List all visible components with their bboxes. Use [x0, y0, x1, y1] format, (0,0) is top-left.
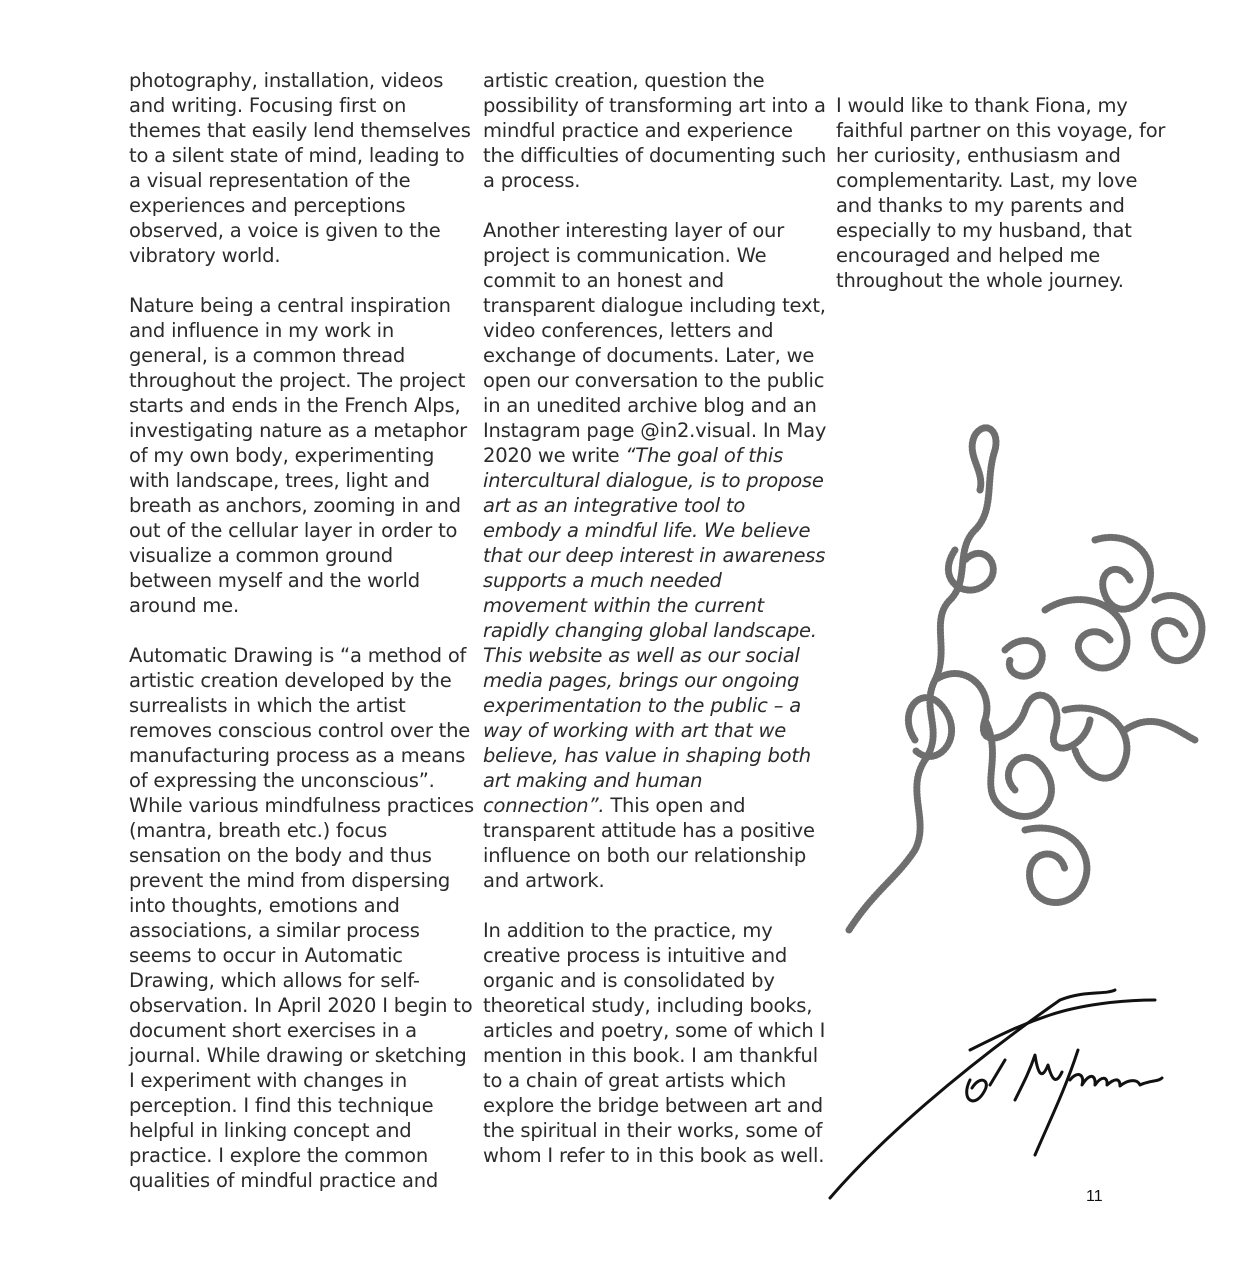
text-column-2: [483, 68, 828, 1193]
page-number: 11: [1086, 1188, 1103, 1205]
handwritten-signature: [820, 980, 1180, 1205]
paragraph-text: This open and transparent attitude has a positive influence on both our relationship and artwork.: [483, 794, 815, 892]
paragraph: Automatic Drawing is “a method of artistic creation developed by the surrealists in which the artist removes conscious control over the manufacturing process as a means of expressing the unconscious”. While various mindfulness practices (mantra, breath etc.) focus sensation on the body and thus prevent the mind from dispersing into thoughts, emotions and associations, a similar process seems to occur in Automatic Drawing, which allows for self-observation. In April 2020 I begin to document short exercises in a journal. While drawing or sketching I experiment with changes in perception. I find this technique helpful in linking concept and practice. I explore the common qualities of mindful practice and: [129, 644, 474, 1192]
italic-quote: “The goal of this intercultural dialogue, is to propose art as an integrative tool to embody a mindful life. We believe that our deep interest in awareness supports a much needed movement within the current rapidly changing global landscape. This website as well as our social media pages, brings our ongoing experimentation to the public – a way of working with art that we believe, has value in shaping both art making and human connection”.: [483, 444, 826, 817]
text-column-1: [129, 68, 474, 1218]
paragraph: artistic creation, question the possibility of transforming art into a mindful practice and experience the difficulties of documenting such a process.: [483, 69, 827, 192]
acknowledgement-paragraph: I would like to thank Fiona, my faithful partner on this voyage, for her curiosity, enthusiasm and complementarity. Last, my love and thanks to my parents and especially to my husband, that encouraged and helped me throughout the whole journey.: [836, 94, 1166, 292]
paragraph-text: Another interesting layer of our project is communication. We commit to an honest and transparent dialogue including text, video conferences, letters and exchange of documents. Later, we open our conversation to the public in an unedited archive blog and an Instagram page @in2.visual. In May 2020 we write: [483, 219, 827, 467]
paragraph: photography, installation, videos and writing. Focusing first on themes that easily lend themselves to a silent state of mind, leading to a visual representation of the experiences and perceptions observed, a voice is given to the vibratory world.: [129, 69, 471, 267]
paragraph: Nature being a central inspiration and influence in my work in general, is a common thread throughout the project. The project starts and ends in the French Alps, investigating nature as a metaphor of my own body, experimenting with landscape, trees, light and breath as anchors, zooming in and out of the cellular layer in order to visualize a common ground between myself and the world around me.: [129, 294, 467, 617]
paragraph: In addition to the practice, my creative process is intuitive and organic and is consolidated by theoretical study, including books, articles and poetry, some of which I mention in this book. I am thankful to a chain of great artists which explore the bridge between art and the spiritual in their works, some of whom I refer to in this book as well.: [483, 919, 826, 1167]
text-column-3: [836, 93, 1166, 318]
paragraph-with-quote: [483, 218, 828, 893]
automatic-drawing-illustration: [835, 410, 1220, 945]
